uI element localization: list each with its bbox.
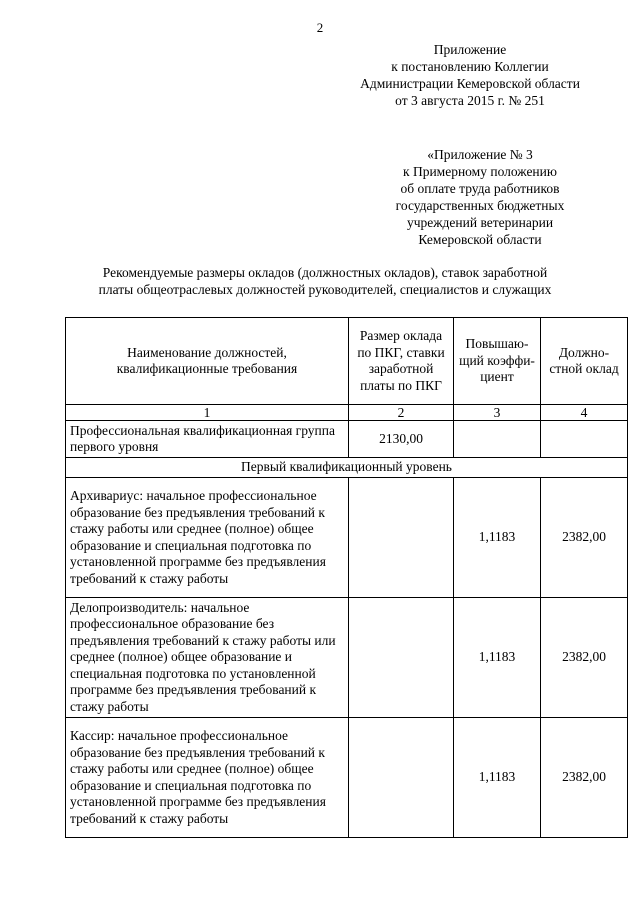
position-description: Делопроизводитель: начальное профессиональное образование без предъявления требований к стажу работы или среднее (полное) общее образование и специальная подготовка по установленной программе без предъявления требований к стажу работы xyxy=(66,598,349,718)
table-header-row xyxy=(66,318,628,405)
appendix-line: учреждений ветеринарии xyxy=(406,215,554,230)
group-name: Профессиональная квалификационная группа первого уровня xyxy=(66,421,349,458)
table-row xyxy=(66,718,628,838)
appendix-line: к Примерному положению xyxy=(403,164,557,179)
salary-value: 2382,00 xyxy=(541,718,628,838)
header-coefficient: Повышаю-щий коэффи-циент xyxy=(454,318,541,405)
appendix-line: от 3 августа 2015 г. № 251 xyxy=(395,93,545,108)
empty-cell xyxy=(454,421,541,458)
level-row xyxy=(66,458,628,478)
header-position-name: Наименование должностей, квалификационные требования xyxy=(66,318,349,405)
column-number: 2 xyxy=(349,405,454,421)
appendix-header xyxy=(330,41,610,109)
page-number: 2 xyxy=(316,20,324,35)
table-row xyxy=(66,478,628,598)
document-title xyxy=(40,264,610,298)
appendix-line: государственных бюджетных xyxy=(395,198,565,213)
column-numbers-row xyxy=(66,405,628,421)
column-number: 3 xyxy=(454,405,541,421)
position-description: Кассир: начальное профессиональное образование без предъявления требований к стажу работы или среднее (полное) общее образование и специальная подготовка по установленной программе без предъявления требований к стажу работы xyxy=(66,718,349,838)
empty-cell xyxy=(541,421,628,458)
group-base-salary: 2130,00 xyxy=(349,421,454,458)
empty-cell xyxy=(349,478,454,598)
column-number: 4 xyxy=(541,405,628,421)
salary-table xyxy=(65,317,628,838)
header-base-salary: Размер оклада по ПКГ, ставки заработной платы по ПКГ xyxy=(349,318,454,405)
column-number: 1 xyxy=(66,405,349,421)
appendix-line: Администрации Кемеровской области xyxy=(360,76,580,91)
inner-appendix-header xyxy=(355,146,605,248)
title-line: Рекомендуемые размеры окладов (должностных окладов), ставок заработной xyxy=(102,265,548,280)
salary-value: 2382,00 xyxy=(541,598,628,718)
empty-cell xyxy=(349,718,454,838)
coefficient-value: 1,1183 xyxy=(454,598,541,718)
empty-cell xyxy=(349,598,454,718)
table-row xyxy=(66,598,628,718)
title-line: платы общеотраслевых должностей руководителей, специалистов и служащих xyxy=(98,282,552,297)
qualification-level: Первый квалификационный уровень xyxy=(66,458,628,478)
coefficient-value: 1,1183 xyxy=(454,718,541,838)
appendix-line: Кемеровской области xyxy=(418,232,542,247)
salary-value: 2382,00 xyxy=(541,478,628,598)
header-salary: Должно-стной оклад xyxy=(541,318,628,405)
position-description: Архивариус: начальное профессиональное образование без предъявления требований к стажу работы или среднее (полное) общее образование и специальная подготовка по установленной программе без предъявления требований к стажу работы xyxy=(66,478,349,598)
group-row xyxy=(66,421,628,458)
coefficient-value: 1,1183 xyxy=(454,478,541,598)
appendix-line: об оплате труда работников xyxy=(400,181,560,196)
appendix-line: «Приложение № 3 xyxy=(427,147,533,162)
appendix-line: Приложение xyxy=(433,42,507,57)
appendix-line: к постановлению Коллегии xyxy=(391,59,549,74)
